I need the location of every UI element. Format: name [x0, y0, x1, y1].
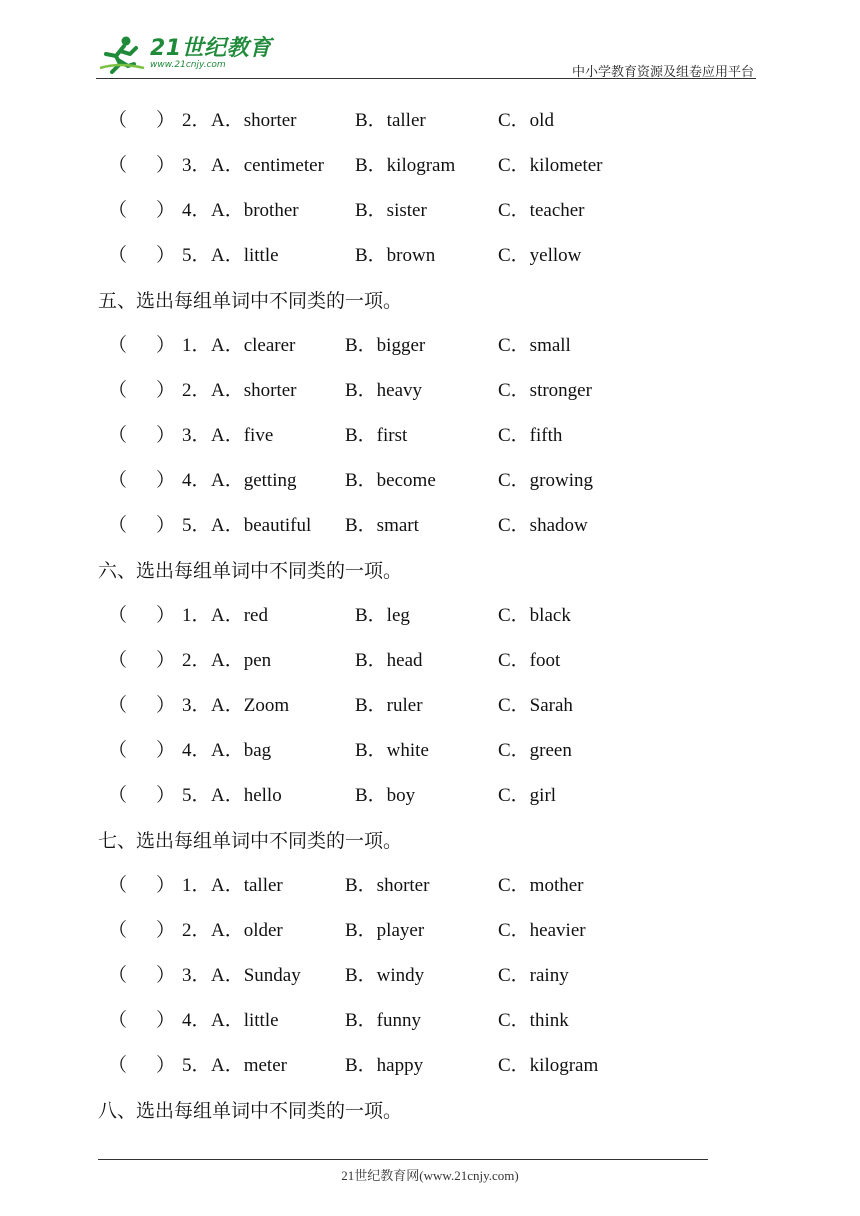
- question-number: 4．: [182, 470, 211, 491]
- question-number: 3．: [182, 695, 211, 716]
- header-divider: [96, 78, 756, 79]
- option-b: B．windy: [345, 965, 425, 986]
- question-row: [98, 421, 738, 466]
- question-row: [98, 871, 738, 916]
- question-row: [98, 916, 738, 961]
- option-a: A．five: [211, 425, 274, 446]
- option-a: A．shorter: [211, 380, 297, 401]
- option-b: B．leg: [355, 605, 410, 626]
- option-c: C．fifth: [498, 425, 563, 446]
- question-row: [98, 511, 738, 556]
- option-a: A．taller: [211, 875, 283, 896]
- answer-blank-open: （: [108, 515, 128, 536]
- answer-blank-open: （: [108, 155, 128, 176]
- option-b: B．player: [345, 920, 425, 941]
- answer-blank-close: ）: [156, 335, 176, 356]
- answer-blank-open: （: [108, 1055, 128, 1076]
- option-c: C．small: [498, 335, 571, 356]
- answer-blank-open: （: [108, 470, 128, 491]
- option-b: B．white: [355, 740, 429, 761]
- question-number: 1．: [182, 875, 211, 896]
- option-c: C．girl: [498, 785, 557, 806]
- option-c: C．shadow: [498, 515, 588, 536]
- answer-blank-close: ）: [156, 245, 176, 266]
- answer-blank-close: ）: [156, 155, 176, 176]
- option-c: C．old: [498, 110, 554, 131]
- option-b: B．ruler: [355, 695, 423, 716]
- question-number: 3．: [182, 965, 211, 986]
- answer-blank-open: （: [108, 380, 128, 401]
- question-row: [98, 1051, 738, 1096]
- question-row: [98, 376, 738, 421]
- option-b: B．funny: [345, 1010, 422, 1031]
- answer-blank-close: ）: [156, 515, 176, 536]
- answer-blank-open: （: [108, 335, 128, 356]
- option-b: B．heavy: [345, 380, 423, 401]
- section-heading: 六、选出每组单词中不同类的一项。: [98, 560, 403, 582]
- answer-blank-open: （: [108, 605, 128, 626]
- question-number: 2．: [182, 650, 211, 671]
- option-c: C．mother: [498, 875, 584, 896]
- option-a: A．clearer: [211, 335, 296, 356]
- answer-blank-close: ）: [156, 920, 176, 941]
- option-c: C．rainy: [498, 965, 569, 986]
- question-number: 2．: [182, 110, 211, 131]
- option-c: C．heavier: [498, 920, 586, 941]
- question-number: 5．: [182, 515, 211, 536]
- option-a: A．red: [211, 605, 268, 626]
- answer-blank-close: ）: [156, 1055, 176, 1076]
- option-c: C．teacher: [498, 200, 585, 221]
- question-number: 4．: [182, 1010, 211, 1031]
- option-a: A．shorter: [211, 110, 297, 131]
- question-number: 4．: [182, 200, 211, 221]
- footer-divider: [98, 1159, 708, 1160]
- option-b: B．bigger: [345, 335, 426, 356]
- option-b: B．smart: [345, 515, 419, 536]
- answer-blank-close: ）: [156, 110, 176, 131]
- option-b: B．brown: [355, 245, 436, 266]
- option-b: B．happy: [345, 1055, 424, 1076]
- question-number: 2．: [182, 920, 211, 941]
- option-b: B．first: [345, 425, 408, 446]
- answer-blank-open: （: [108, 1010, 128, 1031]
- option-b: B．sister: [355, 200, 427, 221]
- answer-blank-close: ）: [156, 740, 176, 761]
- exercise-content: [98, 106, 738, 1141]
- question-row: [98, 691, 738, 736]
- option-a: A．older: [211, 920, 283, 941]
- answer-blank-close: ）: [156, 965, 176, 986]
- answer-blank-open: （: [108, 695, 128, 716]
- option-a: A．pen: [211, 650, 272, 671]
- option-c: C．think: [498, 1010, 569, 1031]
- question-row: [98, 646, 738, 691]
- answer-blank-close: ）: [156, 380, 176, 401]
- option-c: C．black: [498, 605, 571, 626]
- answer-blank-close: ）: [156, 1010, 176, 1031]
- option-c: C．stronger: [498, 380, 592, 401]
- question-row: [98, 601, 738, 646]
- question-number: 5．: [182, 245, 211, 266]
- section-heading: 五、选出每组单词中不同类的一项。: [98, 290, 403, 312]
- option-b: B．become: [345, 470, 436, 491]
- option-a: A．Zoom: [211, 695, 290, 716]
- option-c: C．foot: [498, 650, 561, 671]
- question-row: [98, 106, 738, 151]
- option-c: C．growing: [498, 470, 594, 491]
- option-c: C．green: [498, 740, 572, 761]
- section-heading: 七、选出每组单词中不同类的一项。: [98, 830, 403, 852]
- option-c: C．kilogram: [498, 1055, 599, 1076]
- option-c: C．yellow: [498, 245, 582, 266]
- question-number: 5．: [182, 785, 211, 806]
- question-number: 5．: [182, 1055, 211, 1076]
- option-a: A．little: [211, 1010, 279, 1031]
- option-b: B．shorter: [345, 875, 430, 896]
- site-logo: [96, 34, 272, 74]
- answer-blank-close: ）: [156, 650, 176, 671]
- option-a: A．beautiful: [211, 515, 312, 536]
- answer-blank-close: ）: [156, 875, 176, 896]
- question-number: 4．: [182, 740, 211, 761]
- answer-blank-open: （: [108, 425, 128, 446]
- question-row: [98, 196, 738, 241]
- option-a: A．getting: [211, 470, 297, 491]
- answer-blank-close: ）: [156, 695, 176, 716]
- option-a: A．centimeter: [211, 155, 324, 176]
- option-a: A．meter: [211, 1055, 287, 1076]
- question-row: [98, 961, 738, 1006]
- question-row: [98, 736, 738, 781]
- answer-blank-open: （: [108, 245, 128, 266]
- option-a: A．hello: [211, 785, 282, 806]
- option-b: B．boy: [355, 785, 416, 806]
- answer-blank-open: （: [108, 875, 128, 896]
- answer-blank-open: （: [108, 785, 128, 806]
- answer-blank-close: ）: [156, 470, 176, 491]
- logo-url: www.21cnjy.com: [150, 60, 226, 70]
- answer-blank-close: ）: [156, 785, 176, 806]
- option-a: A．Sunday: [211, 965, 301, 986]
- option-a: A．little: [211, 245, 279, 266]
- question-number: 2．: [182, 380, 211, 401]
- question-row: [98, 1006, 738, 1051]
- question-row: [98, 781, 738, 826]
- question-row: [98, 466, 738, 511]
- option-c: C．Sarah: [498, 695, 573, 716]
- question-number: 1．: [182, 605, 211, 626]
- answer-blank-open: （: [108, 920, 128, 941]
- answer-blank-close: ）: [156, 200, 176, 221]
- answer-blank-close: ）: [156, 605, 176, 626]
- option-a: A．bag: [211, 740, 272, 761]
- question-number: 3．: [182, 155, 211, 176]
- answer-blank-open: （: [108, 650, 128, 671]
- question-number: 3．: [182, 425, 211, 446]
- answer-blank-open: （: [108, 740, 128, 761]
- option-b: B．taller: [355, 110, 426, 131]
- option-c: C．kilometer: [498, 155, 603, 176]
- answer-blank-open: （: [108, 110, 128, 131]
- answer-blank-open: （: [108, 200, 128, 221]
- page-header: [96, 30, 756, 80]
- question-row: [98, 331, 738, 376]
- runner-logo-icon: [96, 34, 148, 74]
- answer-blank-close: ）: [156, 425, 176, 446]
- page-footer: 21世纪教育网(www.21cnjy.com): [341, 1168, 519, 1183]
- question-number: 1．: [182, 335, 211, 356]
- option-b: B．head: [355, 650, 423, 671]
- question-row: [98, 151, 738, 196]
- question-row: [98, 241, 738, 286]
- section-heading: 八、选出每组单词中不同类的一项。: [98, 1100, 403, 1122]
- answer-blank-open: （: [108, 965, 128, 986]
- platform-name: 中小学教育资源及组卷应用平台: [571, 65, 754, 80]
- logo-title: 21世纪教育: [150, 36, 272, 61]
- option-a: A．brother: [211, 200, 299, 221]
- option-b: B．kilogram: [355, 155, 456, 176]
